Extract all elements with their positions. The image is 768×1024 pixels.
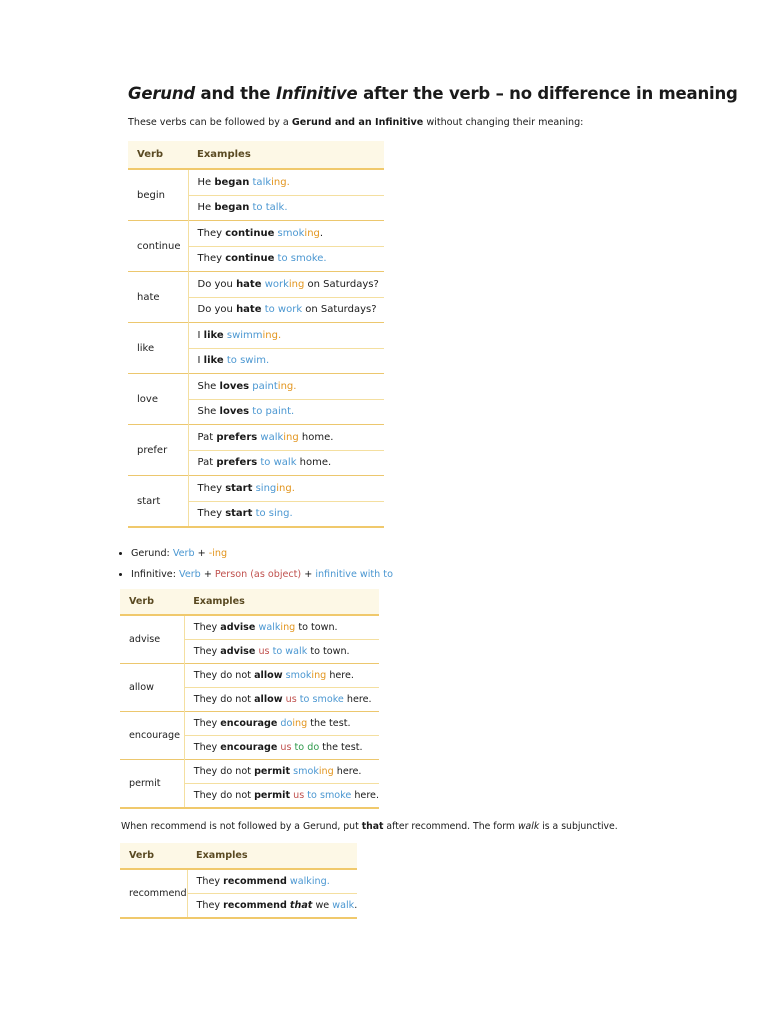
verbs-table-object (120, 589, 379, 809)
text-segment: here. (333, 766, 362, 777)
table-row (120, 664, 379, 688)
table-row (128, 476, 384, 502)
text-segment: Pat (197, 457, 217, 469)
text-segment: . (319, 227, 324, 239)
text-segment: allow (254, 670, 283, 681)
text-segment: us (285, 694, 297, 705)
text-segment: ing (292, 718, 308, 729)
text-segment: . (277, 329, 282, 341)
header-verb: Verb (128, 141, 188, 169)
verb-cell: start (128, 476, 188, 528)
text-segment: loves (219, 380, 250, 392)
verb-cell: recommend (120, 869, 187, 918)
text-segment: to town. (295, 622, 338, 633)
verb-cell: allow (120, 664, 184, 712)
text-segment: us (258, 646, 270, 657)
text-segment: hate (236, 278, 262, 290)
table-row (120, 615, 379, 640)
example-cell (188, 246, 384, 272)
example-cell (184, 664, 379, 688)
intro-bold: Gerund and an Infinitive (291, 117, 424, 128)
verbs-table-same-meaning (128, 141, 384, 528)
title-rest: after the verb – no difference in meaning (357, 84, 738, 103)
text-segment: -ing (208, 548, 228, 559)
text-segment: walk (260, 431, 284, 443)
example-cell (188, 272, 384, 298)
text-segment: loves (219, 406, 250, 418)
table-row (120, 869, 357, 894)
title-infinitive: Infinitive (275, 84, 358, 103)
text-segment: walk (258, 622, 281, 633)
text-segment: They do not (193, 670, 255, 681)
table-row (128, 221, 384, 247)
text-segment: to smoke. (277, 253, 327, 265)
example-cell (184, 640, 379, 664)
text-segment: + (301, 568, 316, 580)
example-cell (184, 615, 379, 640)
text-segment: ing (276, 482, 292, 494)
text-segment: ing (311, 670, 327, 681)
example-cell (187, 869, 357, 894)
text-segment: They (193, 622, 221, 633)
table-row (120, 760, 379, 784)
intro-paragraph (128, 117, 583, 128)
text-segment: continue (225, 227, 275, 239)
text-segment: hate (236, 304, 262, 316)
text-segment: prefers (216, 431, 258, 443)
text-segment: They (193, 742, 221, 753)
text-segment: began (214, 176, 250, 188)
example-cell (184, 712, 379, 736)
text-segment: smok (277, 227, 305, 239)
text-segment: to smoke (299, 694, 344, 705)
text-segment: I (197, 355, 204, 367)
text-segment: allow (254, 694, 283, 705)
text-segment: Verb (172, 548, 195, 559)
text-segment: ing (262, 329, 278, 341)
text-segment: to town. (307, 646, 350, 657)
text-segment: paint (252, 380, 278, 392)
table-header-row (120, 843, 357, 869)
text-segment: home. (298, 431, 334, 443)
table-row (128, 323, 384, 349)
example-cell (188, 221, 384, 247)
text-segment: . (286, 176, 290, 188)
text-segment: that (361, 821, 384, 832)
formula-infinitive (131, 567, 393, 588)
text-segment: They (196, 900, 224, 911)
text-segment: like (203, 329, 224, 341)
text-segment: + (200, 568, 215, 580)
verb-cell: love (128, 374, 188, 425)
text-segment: They do not (193, 790, 255, 801)
text-segment: They (197, 253, 226, 265)
header-examples: Examples (184, 589, 379, 615)
text-segment: here. (326, 670, 354, 681)
text-segment: the test. (307, 718, 351, 729)
example-cell (187, 894, 357, 919)
text-segment: talk (252, 176, 272, 188)
text-segment: walk (332, 900, 355, 911)
text-segment: permit (254, 766, 291, 777)
header-verb: Verb (120, 843, 187, 869)
text-segment: . (291, 482, 295, 494)
text-segment: ing (283, 431, 299, 443)
formula-gerund (131, 546, 393, 567)
recommend-note (121, 821, 618, 832)
verb-cell: continue (128, 221, 188, 272)
verb-cell: begin (128, 169, 188, 221)
text-segment: that (289, 900, 313, 911)
verb-cell: permit (120, 760, 184, 809)
example-cell (188, 374, 384, 400)
text-segment: Verb (179, 568, 201, 580)
text-segment: ing (288, 278, 305, 290)
text-segment: She (197, 380, 220, 392)
text-segment: ing (304, 227, 320, 239)
text-segment: Do you (197, 278, 237, 290)
text-segment: They do not (193, 766, 255, 777)
intro-text: These verbs can be followed by a (128, 117, 292, 128)
text-segment: to sing. (255, 508, 293, 520)
header-examples: Examples (188, 141, 384, 169)
text-segment: we (312, 900, 333, 911)
example-cell (184, 784, 379, 809)
text-segment: I (197, 329, 204, 341)
text-segment: on Saturdays? (302, 304, 377, 316)
example-cell (184, 760, 379, 784)
text-segment: encourage (220, 718, 278, 729)
text-segment: Infinitive: (131, 568, 179, 580)
text-segment: to smoke (307, 790, 352, 801)
text-segment: Gerund: (131, 548, 173, 559)
text-segment: They (197, 508, 226, 520)
text-segment: encourage (220, 742, 278, 753)
title-connector: and the (194, 84, 276, 103)
text-segment: to walk (260, 457, 297, 469)
text-segment: ing (318, 766, 334, 777)
example-cell (188, 348, 384, 374)
text-segment: to paint. (252, 406, 295, 418)
example-cell (184, 688, 379, 712)
text-segment: to talk. (252, 202, 288, 214)
header-verb: Verb (120, 589, 184, 615)
text-segment: after recommend. The form (383, 821, 518, 832)
text-segment: home. (296, 457, 332, 469)
text-segment: the test. (319, 742, 363, 753)
text-segment: like (203, 355, 224, 367)
text-segment: began (214, 202, 250, 214)
table-row (120, 712, 379, 736)
example-cell (188, 399, 384, 425)
text-segment: advise (220, 646, 256, 657)
text-segment: here. (343, 694, 372, 705)
example-cell (188, 195, 384, 221)
table-row (128, 374, 384, 400)
example-cell (184, 736, 379, 760)
verb-cell: like (128, 323, 188, 374)
example-cell (188, 425, 384, 451)
text-segment: He (197, 202, 215, 214)
table-header-row (120, 589, 379, 615)
text-segment: They do not (193, 694, 255, 705)
text-segment: to walk (272, 646, 308, 657)
example-cell (188, 297, 384, 323)
text-segment: He (197, 176, 215, 188)
table-row (128, 169, 384, 195)
example-cell (188, 450, 384, 476)
text-segment: smok (293, 766, 319, 777)
text-segment: recommend (223, 876, 287, 887)
text-segment: to swim. (226, 355, 270, 367)
text-segment: sing (255, 482, 277, 494)
text-segment: advise (220, 622, 256, 633)
text-segment: do (280, 718, 293, 729)
text-segment: walking. (289, 876, 330, 887)
verb-cell: encourage (120, 712, 184, 760)
text-segment: prefers (216, 457, 258, 469)
page-title (128, 84, 738, 103)
text-segment: They (197, 227, 226, 239)
table-row (128, 425, 384, 451)
text-segment: permit (254, 790, 291, 801)
text-segment: Person (as object) (214, 568, 302, 580)
text-segment: continue (225, 253, 275, 265)
text-segment: + (194, 548, 209, 559)
text-segment: to work (264, 304, 303, 316)
text-segment: smok (285, 670, 312, 681)
text-segment: They (193, 718, 221, 729)
header-examples: Examples (187, 843, 357, 869)
text-segment: us (280, 742, 292, 753)
text-segment: walk (517, 821, 540, 832)
text-segment: swimm (226, 329, 263, 341)
text-segment: When recommend is not followed by a Gerund, put (121, 821, 362, 832)
text-segment: infinitive with to (315, 568, 393, 580)
text-segment: ing (280, 622, 296, 633)
text-segment: work (264, 278, 289, 290)
text-segment: They (193, 646, 221, 657)
text-segment: start (225, 482, 253, 494)
text-segment: They (196, 876, 224, 887)
verbs-table-recommend (120, 843, 357, 919)
example-cell (188, 476, 384, 502)
text-segment: us (293, 790, 305, 801)
text-segment: She (197, 406, 220, 418)
text-segment: Do you (197, 304, 237, 316)
verb-cell: advise (120, 615, 184, 664)
text-segment: . (293, 380, 297, 392)
text-segment: here. (351, 790, 379, 801)
text-segment: to do (294, 742, 320, 753)
text-segment: is a subjunctive. (539, 821, 618, 832)
verb-cell: hate (128, 272, 188, 323)
table-header-row (128, 141, 384, 169)
intro-text-end: without changing their meaning: (423, 117, 584, 128)
title-gerund: Gerund (128, 84, 195, 103)
example-cell (188, 501, 384, 527)
example-cell (188, 323, 384, 349)
text-segment: recommend (223, 900, 287, 911)
text-segment: ing (277, 380, 294, 392)
text-segment: They (197, 482, 226, 494)
text-segment: Pat (197, 431, 217, 443)
formula-list (116, 546, 393, 587)
verb-cell: prefer (128, 425, 188, 476)
text-segment: start (225, 508, 253, 520)
table-row (128, 272, 384, 298)
text-segment: ing (271, 176, 287, 188)
example-cell (188, 169, 384, 195)
text-segment: on Saturdays? (304, 278, 379, 290)
text-segment: . (354, 900, 358, 911)
